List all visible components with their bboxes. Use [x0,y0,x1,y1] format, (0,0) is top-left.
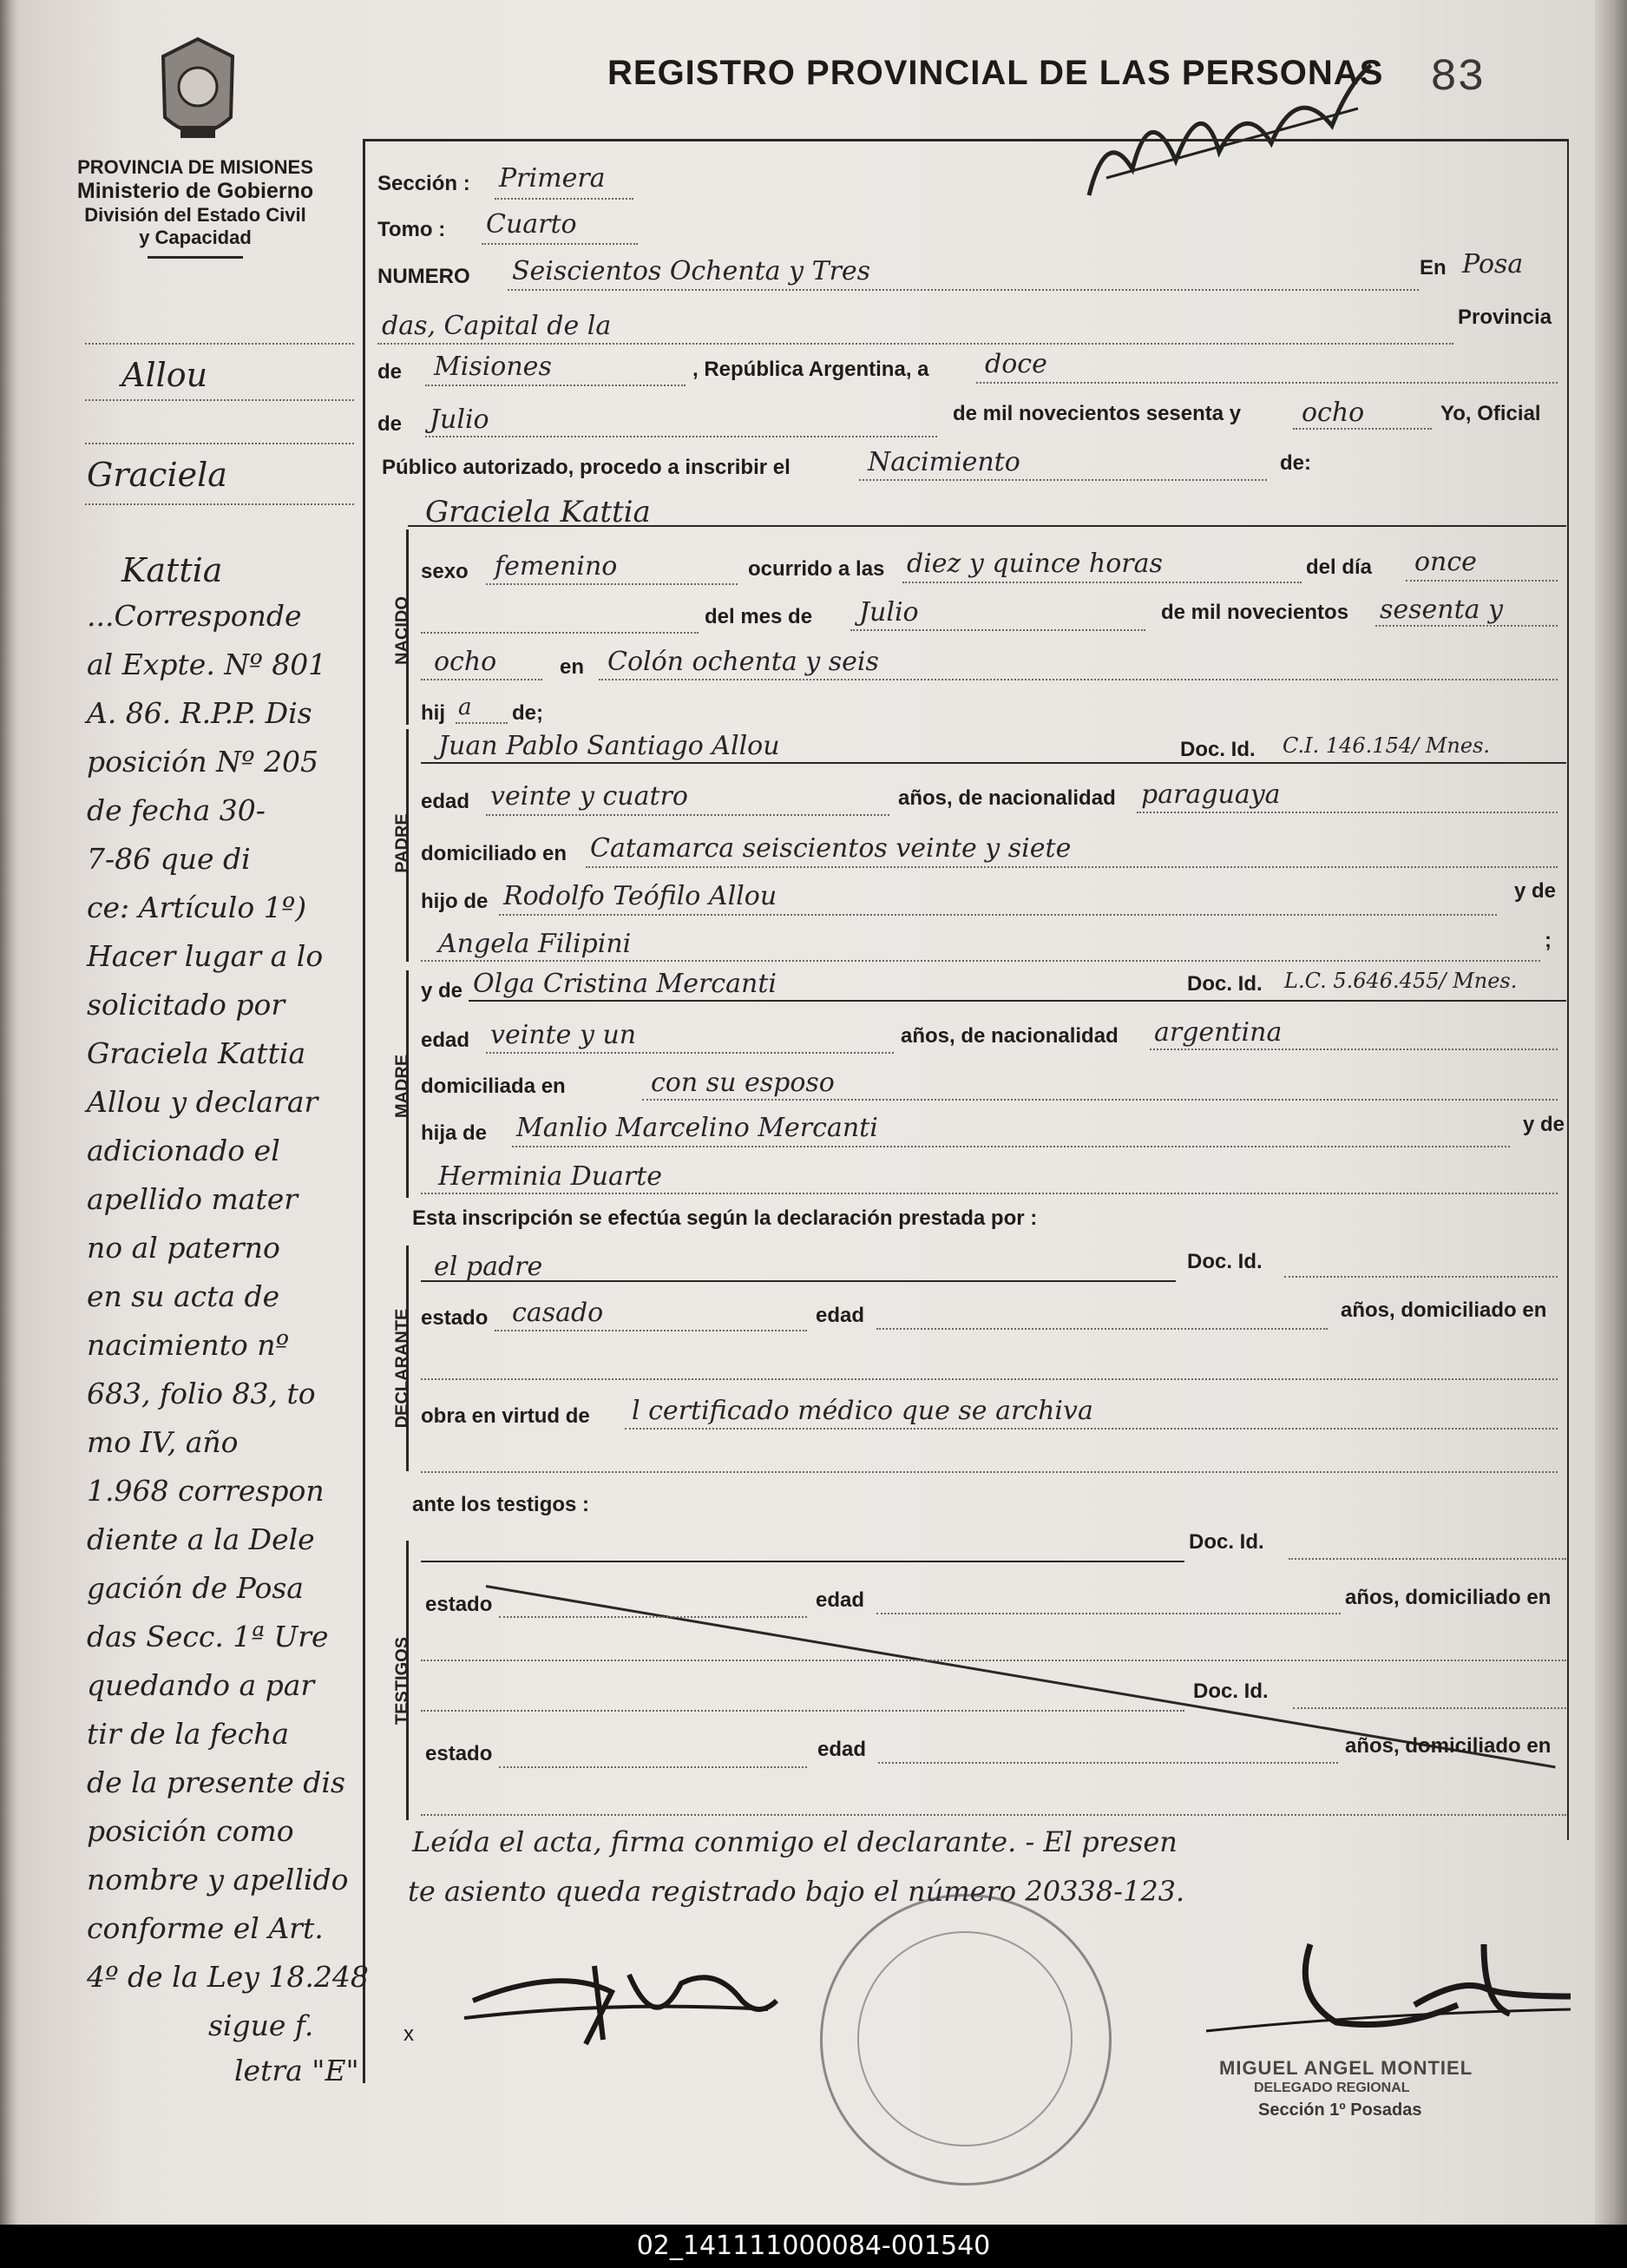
top-signature [1072,48,1384,208]
testigo2-doc-label: Doc. Id. [1193,1680,1269,1703]
margin-note-line: nacimiento nº [87,1328,289,1362]
sexo-label: sexo [421,560,469,583]
month-value: Julio [430,404,489,435]
madre-dom-label: domiciliada en [421,1075,566,1098]
padre-section-label: PADRE [392,813,412,873]
declarante-section-label: DECLARANTE [392,1308,412,1429]
del-dia-label: del día [1306,555,1373,579]
sexo-value: femenino [495,551,618,582]
form-top-rule [363,139,1569,141]
provincia-value: Misiones [434,352,552,382]
testigo2-anios-label: años, domiciliado en [1345,1734,1552,1758]
margin-note-line: gación de Posa [87,1571,304,1605]
margin-note-line: 1.968 correspon [87,1474,325,1508]
padre-father-name: Rodolfo Teófilo Allou [503,881,777,911]
mes-label: del mes de [705,605,813,628]
margin-note-line: posición Nº 205 [87,745,318,779]
margin-note-line: de fecha 30- [87,793,266,827]
testigo2-edad-label: edad [817,1738,867,1761]
padre-nacionalidad-value: paraguaya [1141,779,1281,810]
madre-father-name: Manlio Marcelino Mercanti [516,1113,878,1143]
page-edge [1595,0,1627,2225]
issuing-office [43,156,347,259]
padre-y-de-label: y de [1514,879,1557,903]
book-binding [0,0,19,2225]
declarante-estado-value: casado [512,1298,604,1328]
de-parents-label: de; [512,701,543,725]
closing-line2: te asiento queda registrado bajo el número 20338-123. [408,1875,1185,1908]
declarante-edad-label: edad [816,1304,865,1327]
padre-edad-label: edad [421,790,470,813]
document-title: REGISTRO PROVINCIAL DE LAS PERSONAS [607,54,1384,92]
margin-name2: Kattia [121,551,223,589]
padre-doc-value: C.I. 146.154/ Mnes. [1283,733,1491,758]
margin-note-line: al Expte. Nº 801 [87,648,327,681]
padre-semicolon: ; [1545,929,1552,952]
office-province: PROVINCIA DE MISIONES [77,156,313,178]
tomo-label: Tomo : [377,218,446,241]
hijo-suffix: a [458,694,472,720]
en-value: Posa [1462,249,1524,279]
madre-dom-value: con su esposo [651,1068,835,1098]
margin-note-line: posición como [87,1814,294,1848]
page-number: 83 [1430,52,1485,103]
margin-note-line: ce: Artículo 1º) [87,891,307,924]
ocurrido-label: ocurrido a las [748,557,885,581]
madre-mother-name: Herminia Duarte [438,1161,663,1192]
padre-edad-value: veinte y cuatro [490,781,688,812]
acto-value: Nacimiento [868,447,1020,477]
declarant-signature [456,1949,785,2053]
margin-note-line: Allou y declarar [87,1085,318,1119]
padre-hijo-de-label: hijo de [421,890,489,913]
madre-y-de-label: y de [421,979,463,1003]
margin-note-line: 7-86 que di [87,842,251,876]
padre-mother-name: Angela Filipini [438,929,632,959]
form-right-rule [1567,139,1569,1840]
lugar-value: Colón ochenta y seis [607,647,879,677]
margin-note-line: nombre y apellido [87,1863,349,1897]
declarante-obra-value: l certificado médico que se archiva [632,1396,1093,1426]
margin-note-line: solicitado por [87,988,285,1022]
numero-value: Seiscientos Ochenta y Tres [512,256,871,286]
day-value: doce [985,349,1047,379]
madre-y-de-suffix: y de [1523,1113,1565,1136]
madre-section-label: MADRE [392,1054,412,1119]
en-label: En [1420,256,1447,279]
madre-edad-value: veinte y un [490,1020,637,1050]
margin-note-line: 4º de la Ley 18.248 [87,1960,369,1994]
margin-note-line: en su acta de [87,1279,280,1313]
madre-edad-label: edad [421,1029,470,1052]
margin-note-line: de la presente dis [87,1765,345,1799]
city-value: das, Capital de la [382,311,612,341]
margin-divider [363,139,365,2083]
mes-value: Julio [859,597,919,628]
publico-label: Público autorizado, procedo a inscribir el [382,456,791,479]
hora-value: diez y quince horas [907,549,1163,579]
madre-doc-label: Doc. Id. [1187,972,1263,996]
declarante-obra-label: obra en virtud de [421,1404,590,1428]
hijo-label: hij [421,701,445,725]
madre-doc-value: L.C. 5.646.455/ Mnes. [1284,969,1518,993]
numero-label: NUMERO [377,265,470,288]
nacido-section-label: NACIDO [392,596,412,665]
closing-line1: Leída el acta, firma conmigo el declarante. - El presen [412,1825,1178,1858]
margin-note-line: letra "E" [234,2054,359,2087]
testigo1-estado-label: estado [425,1593,493,1616]
margin-note-line: ...Corresponde [87,599,302,633]
office-division: División del Estado Civil [84,204,306,226]
declarante-doc-label: Doc. Id. [1187,1250,1263,1273]
testigo1-doc-label: Doc. Id. [1189,1530,1264,1554]
official-signature [1197,1927,1579,2040]
testigos-section-label: TESTIGOS [392,1636,412,1726]
provincia-label: Provincia [1458,306,1552,329]
padre-nacionalidad-label: años, de nacionalidad [898,786,1116,810]
seccion-value: Primera [499,163,606,194]
margin-note-line: sigue f. [208,2008,314,2042]
declarante-intro: Esta inscripción se efectúa según la declaración prestada por : [412,1206,1038,1230]
margin-note-line: diente a la Dele [87,1522,315,1556]
margin-note-line: conforme el Art. [87,1911,324,1945]
image-caption: 02_141111000084-001540 [0,2225,1627,2268]
signer-role: DELEGADO REGIONAL [1254,2081,1410,2095]
padre-dom-label: domiciliado en [421,842,567,865]
de-month-label: de [377,412,403,436]
inscripto-name: Graciela Kattia [425,495,651,529]
madre-name: Olga Cristina Mercanti [473,969,777,999]
margin-note-line: das Secc. 1ª Ure [87,1620,329,1653]
tomo-value: Cuarto [486,209,577,240]
anio-value-cont: ocho [434,647,497,677]
margin-note-line: A. 86. R.P.P. Dis [87,696,312,730]
signer-name: MIGUEL ANGEL MONTIEL [1219,2057,1473,2079]
office-capacity: y Capacidad [139,227,252,248]
declarante-anios-label: años, domiciliado en [1341,1298,1547,1322]
madre-nacionalidad-value: argentina [1154,1017,1283,1048]
seccion-label: Sección : [377,172,470,195]
official-stamp [820,1894,1112,2186]
year-label: de mil novecientos sesenta y [953,402,1242,425]
en-lugar-label: en [560,655,585,679]
padre-name: Juan Pablo Santiago Allou [438,731,780,761]
margin-note-line: mo IV, año [87,1425,239,1459]
oficial-label: Yo, Oficial [1440,402,1541,425]
province-crest-icon [154,35,241,152]
margin-note-line: quedando a par [87,1668,315,1702]
declarante-estado-label: estado [421,1306,489,1330]
margin-note-line: Graciela Kattia [87,1036,306,1070]
signer-office: Sección 1º Posadas [1258,2100,1422,2120]
testigo1-anios-label: años, domiciliado en [1345,1586,1552,1609]
year-value: ocho [1302,398,1365,428]
anio-value: sesenta y [1380,595,1504,625]
margin-name1: Graciela [87,456,227,494]
declarante-name: el padre [434,1252,543,1282]
margin-note-line: no al paterno [87,1231,280,1265]
testigo1-edad-label: edad [816,1588,865,1612]
republica-label: , República Argentina, a [692,358,929,381]
testigos-intro: ante los testigos : [412,1493,590,1516]
margin-note-line: adicionado el [87,1134,280,1167]
padre-doc-label: Doc. Id. [1180,738,1256,761]
office-ministry: Ministerio de Gobierno [76,179,314,203]
mil-novecientos-label: de mil novecientos [1161,601,1349,624]
dia-value: once [1414,547,1477,577]
madre-hija-de-label: hija de [421,1121,488,1145]
margin-note-line: Hacer lugar a lo [87,939,324,973]
margin-note-line: 683, folio 83, to [87,1377,316,1410]
margin-note-line: tir de la fecha [87,1717,290,1751]
x-mark: x [403,2022,414,2046]
de-colon-label: de: [1280,451,1311,475]
margin-note-line: apellido mater [87,1182,299,1216]
testigo2-estado-label: estado [425,1742,493,1765]
padre-dom-value: Catamarca seiscientos veinte y siete [590,833,1072,864]
margin-surname: Allou [121,356,208,394]
de-label: de [377,360,403,384]
madre-nacionalidad-label: años, de nacionalidad [901,1024,1119,1048]
